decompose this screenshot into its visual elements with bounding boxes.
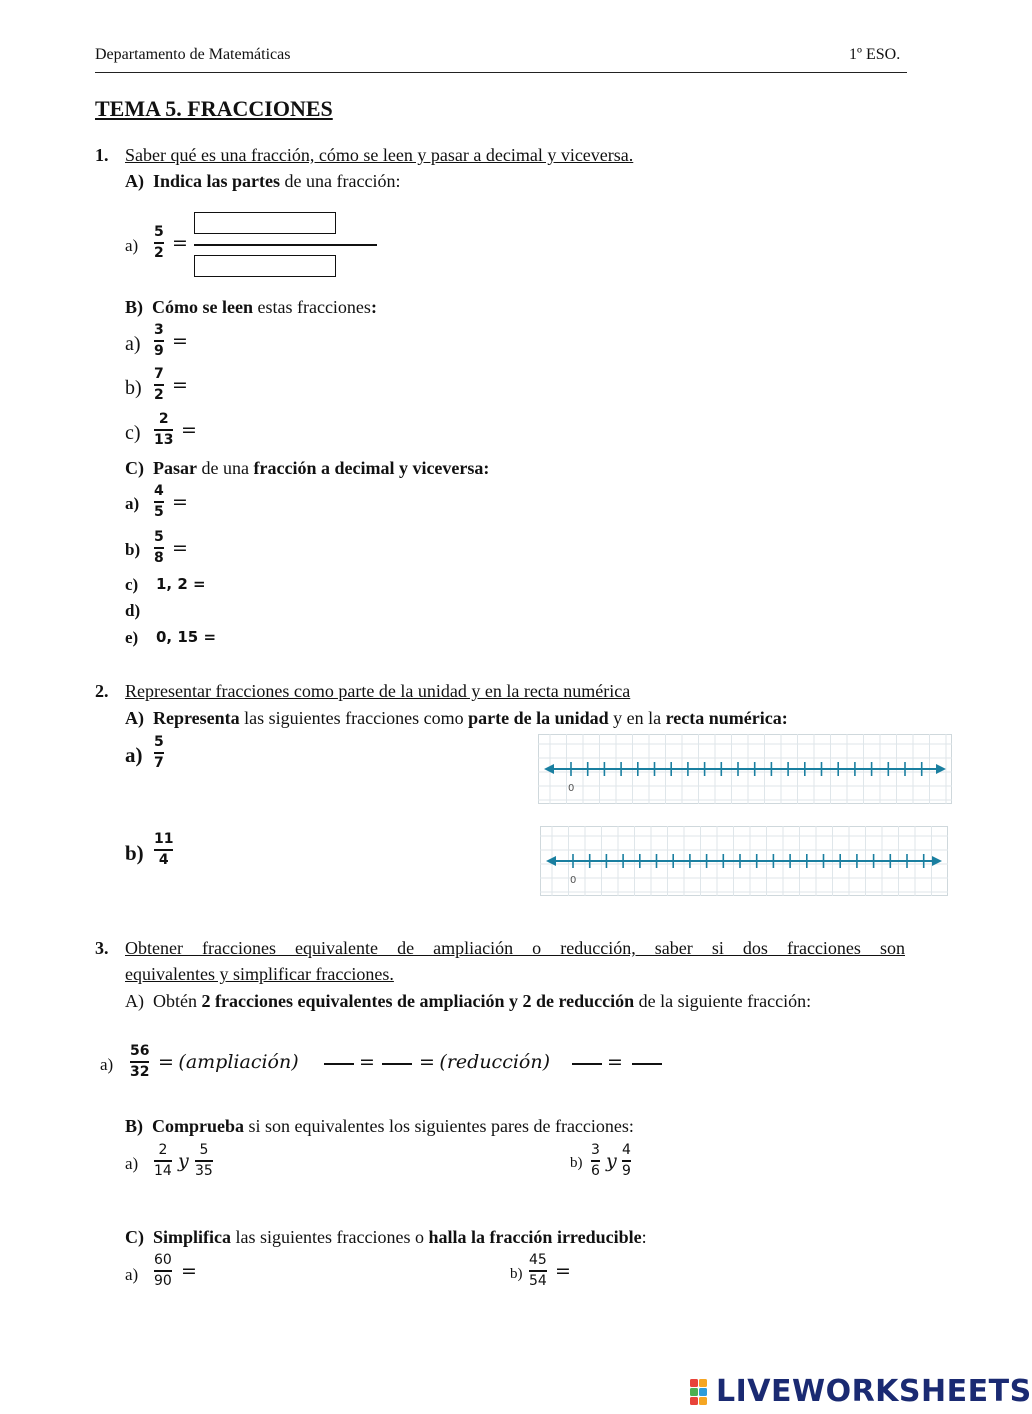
s1-B-letter: B) [125,297,143,317]
logo-icon [690,1377,716,1407]
logo-square [690,1379,698,1387]
y-connector: y [606,1150,617,1172]
equals-sign: = [158,1051,174,1073]
s3-C-item-b-label: b) [510,1266,523,1282]
s1-C-letter: C) [125,458,144,478]
denominator: 13 [154,431,174,448]
denominator: 2 [154,386,164,403]
answer-bar-1[interactable] [324,1063,354,1065]
s1-B-item-a-fraction [154,322,164,360]
equals-sign: = [172,330,188,352]
s1-B-colon: : [370,297,377,317]
s2-A-bold2: parte de la unidad [468,708,609,728]
numerator: 5 [199,1142,209,1158]
s2-item-a-fraction [154,734,164,772]
s3-C-letter: C) [125,1227,144,1247]
s3-C-item-b-fraction [529,1252,547,1290]
s3-A-bold1: 2 fracciones equivalentes de ampliación y 2 de reducción [201,991,635,1011]
s1-C-item-e-expr: 0, 15 = [156,628,217,646]
s1-A-item-label: a) [125,236,139,255]
denominator: 8 [154,549,164,566]
denominator: 9 [622,1162,631,1179]
logo-square [699,1388,707,1396]
s2-item-b-label: b) [125,841,144,865]
s1-B-item-b-label: b) [125,377,142,399]
s3-A-letter: A) [125,991,144,1011]
numerator: 4 [622,1142,631,1158]
numerator: 5 [154,529,164,545]
answer-bar-4[interactable] [632,1063,662,1065]
numerator: 11 [154,831,174,847]
s3-B-item-b-fraction-1 [591,1142,600,1180]
answer-bar-3[interactable] [572,1063,602,1065]
s1-C-mid: de una [197,458,254,478]
s1-A-bold: Indica las partes [153,171,281,191]
s3-B-item-a-label: a) [125,1154,139,1173]
liveworksheets-logo[interactable] [690,1374,1032,1409]
s1-C-bold2: fracción a decimal y viceversa: [253,458,490,478]
numerator: 7 [154,366,164,382]
numerator: 56 [130,1043,150,1059]
denominator: 54 [529,1272,547,1289]
s3-B-item-b-label: b) [570,1155,583,1171]
denominator: 4 [158,851,169,868]
s1-C-item-e-label: e) [125,628,139,647]
equals-sign: = [172,491,188,513]
s1-C-item-d-label: d) [125,601,141,620]
s3-number: 3. [95,938,109,958]
s2-item-b-fraction [154,831,173,869]
s1-B-item-c-fraction [154,411,173,449]
denominator: 32 [130,1063,150,1080]
s2-heading: Representar fracciones como parte de la unidad y en la recta numérica [125,681,631,701]
s1-C-instruction [125,458,489,479]
reduccion-label: (reducción) [439,1051,551,1073]
s1-C-item-a-fraction [154,483,164,521]
zero-tick-label: 0 [570,875,577,886]
s3-B-bold: Comprueba [152,1116,245,1136]
s1-C-item-b-label: b) [125,540,141,559]
s3-heading-line2: equivalentes y simplificar fracciones. [125,964,394,984]
s1-B-bold: Cómo se leen [152,297,253,317]
denominator: 2 [154,244,164,261]
s3-C-item-a-fraction [154,1252,172,1290]
s1-B-item-a-label: a) [125,333,141,355]
denominator: 35 [195,1162,213,1179]
s3-A-instruction [125,991,811,1012]
number-line-b[interactable] [540,826,948,896]
s2-A-instruction [125,708,788,729]
s3-B-item-b-fraction-2 [622,1142,631,1180]
s3-C-mid: las siguientes fracciones o [231,1227,429,1247]
numerator: 3 [154,322,164,338]
fraction-bar-line [194,244,377,246]
denominator: 9 [154,342,164,359]
logo-text: LIVEWORKSHEETS [716,1374,1032,1409]
s3-A-equation-2 [419,1051,550,1073]
s1-B-rest: estas fracciones [252,297,371,317]
s1-B-item-b-fraction [154,366,164,404]
equals-sign: = [607,1051,623,1073]
s1-heading: Saber qué es una fracción, cómo se leen y pasar a decimal y viceversa. [125,145,634,165]
denominator: 7 [154,754,164,771]
s1-B-instruction [125,297,377,318]
page-title: TEMA 5. FRACCIONES [95,96,333,121]
equals-sign: = [172,374,188,396]
s3-A-pre: Obtén [153,991,202,1011]
s3-C-bold1: Simplifica [153,1227,232,1247]
s3-B-letter: B) [125,1116,143,1136]
numerator: 5 [154,224,164,240]
y-connector: y [178,1150,189,1172]
numerator: 5 [154,734,164,750]
denominator-answer-box[interactable] [194,255,336,277]
equals-sign: = [419,1051,435,1073]
s2-number: 2. [95,681,109,701]
numerator: 2 [158,1142,168,1158]
logo-square [690,1388,698,1396]
s1-A-rest: de una fracción: [280,171,401,191]
ampliacion-label: (ampliación) [178,1051,299,1073]
s3-C-item-a-label: a) [125,1265,139,1284]
s1-C-bold1: Pasar [153,458,197,478]
numerator: 2 [158,411,169,427]
logo-square [699,1397,707,1405]
header-left: Departamento de Matemáticas [95,46,291,63]
numerator: 45 [529,1252,547,1268]
s3-A-fraction [130,1043,149,1081]
s3-B-item-a-fraction-2 [195,1142,213,1180]
numerator: 60 [154,1252,172,1268]
s2-A-mid2: y en la [608,708,666,728]
s3-B-item-a-fraction-1 [154,1142,172,1180]
equals-sign: = [172,537,188,559]
denominator: 90 [154,1272,172,1289]
denominator: 14 [154,1162,172,1179]
s3-A-rest: de la siguiente fracción: [634,991,812,1011]
numerator: 4 [154,483,164,499]
denominator: 5 [154,503,164,520]
number-line-a[interactable] [538,734,952,804]
s1-A-letter: A) [125,171,144,191]
s3-C-colon: : [641,1227,647,1247]
header-rule [95,72,907,73]
header-right: 1º ESO. [849,46,901,63]
s2-A-letter: A) [125,708,144,728]
equals-sign: = [359,1051,375,1073]
s1-number: 1. [95,145,109,165]
logo-square [690,1397,698,1405]
s1-A-instruction [125,171,400,192]
equals-sign: = [555,1260,571,1282]
s1-C-item-b-fraction [154,529,164,567]
s3-A-item-label: a) [100,1055,114,1074]
s1-C-item-c-expr: 1, 2 = [156,575,206,593]
s3-B-rest: si son equivalentes los siguientes pares de fracciones: [244,1116,634,1136]
s3-heading-line1: Obtener fracciones equivalente de ampliación o reducción, saber si dos fracciones son [125,938,905,958]
s2-A-bold3: recta numérica: [665,708,788,728]
s3-C-instruction [125,1227,647,1248]
equals-sign: = [181,419,197,441]
s1-C-item-a-label: a) [125,494,140,513]
s2-A-mid1: las siguientes fracciones como [239,708,469,728]
s3-A-equation [158,1051,299,1073]
s2-item-a-label: a) [125,743,143,767]
s3-C-bold2: halla la fracción irreducible [428,1227,642,1247]
numerator: 3 [591,1142,600,1158]
answer-bar-2[interactable] [382,1063,412,1065]
s1-A-fraction [154,224,164,262]
numerator-answer-box[interactable] [194,212,336,234]
s1-B-item-c-label: c) [125,422,141,444]
equals-sign: = [181,1260,197,1282]
equals-sign: = [172,232,188,254]
s2-A-bold1: Representa [153,708,240,728]
denominator: 6 [591,1162,600,1179]
s3-B-instruction [125,1116,634,1137]
logo-square [699,1379,707,1387]
s1-C-item-c-label: c) [125,575,139,594]
zero-tick-label: 0 [568,783,575,794]
